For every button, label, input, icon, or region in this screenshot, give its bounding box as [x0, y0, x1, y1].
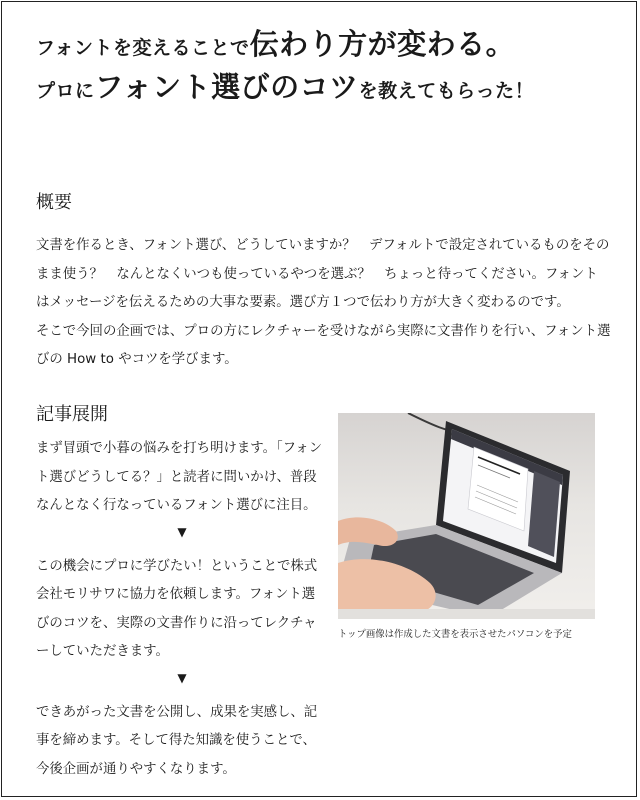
- title-line2-small-b: を教えてもらった！: [358, 80, 535, 102]
- overview-heading: 概要: [36, 192, 72, 213]
- down-arrow-icon: ▼: [177, 670, 187, 685]
- down-arrow-icon: ▼: [177, 524, 187, 539]
- development-heading: 記事展開: [36, 404, 108, 425]
- overview-paragraph-2: そこで今回の企画では、プロの方にレクチャーを受けながら実際に文書作りを行い、フォント選びの How to やコツを学びます。: [36, 323, 611, 367]
- photo-caption: トップ画像は作成した文書を表示させたパソコンを予定: [338, 629, 572, 640]
- overview-paragraph-1: 文書を作るとき、フォント選び、どうしていますか？ デフォルトで設定されているものをそのまま使う？ なんとなくいつも使っているやつを選ぶ？ ちょっと待ってください。フォントはメッセージを伝えるための大事な要素。選び方１つで伝わり方が大きく変わるのです。: [36, 238, 610, 310]
- development-step-2: この機会にプロに学びたい！ということで株式会社モリサワに協力を依頼します。フォント選びのコツを、実際の文書作りに沿ってレクチャーしていただきます。: [36, 558, 318, 659]
- title-line-1: [36, 27, 616, 61]
- laptop-photo: [338, 413, 595, 619]
- page-title: [36, 26, 616, 102]
- development-step-1: まず冒頭で小暮の悩みを打ち明けます。「フォント選びどうしてる？」と読者に問いかけ、普段なんとなく行なっているフォント選びに注目。: [36, 441, 323, 513]
- title-line2-small-a: プロに: [36, 80, 95, 102]
- title-line2-big: フォント選びのコツ: [94, 70, 359, 104]
- title-line1-big: 伝わり方が変わる。: [249, 27, 516, 61]
- overview-text: [36, 232, 611, 375]
- development-step-3: できあがった文書を公開し、成果を実感し、記事を締めます。そして得た知識を使うことで、今後企画が通りやすくなります。: [36, 704, 318, 777]
- title-line-2: [36, 70, 616, 104]
- development-flow: [36, 435, 328, 784]
- title-line1-small: フォントを変えることで: [36, 37, 250, 59]
